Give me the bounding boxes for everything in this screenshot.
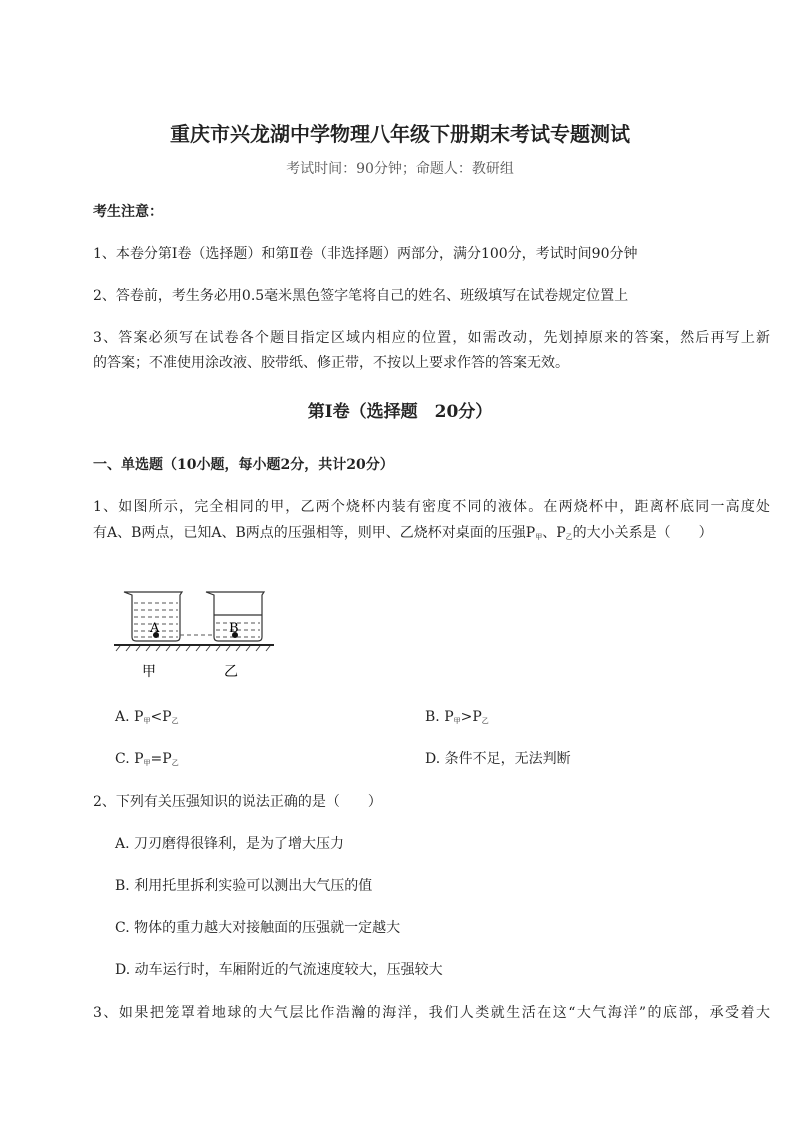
opt-text: C. P <box>115 751 144 767</box>
sub-yi: 乙 <box>171 717 179 725</box>
opt-text: B. P <box>425 709 454 725</box>
label-b: B <box>229 621 239 636</box>
exam-title: 重庆市兴龙湖中学物理八年级下册期末考试专题测试 <box>170 122 630 146</box>
q2-option-d[interactable]: D. 动车运行时，车厢附近的气流速度较大，压强较大 <box>115 962 443 978</box>
notice-2: 2、答卷前，考生务必用0.5毫米黑色签字笔将自己的姓名、班级填写在试卷规定位置上 <box>93 288 629 304</box>
label-jia: 甲 <box>142 664 156 680</box>
q1-text: 、P <box>542 525 566 541</box>
notice-1: 1、本卷分第I卷（选择题）和第Ⅱ卷（非选择题）两部分，满分100分，考试时间90分钟 <box>93 246 638 262</box>
sub-jia: 甲 <box>143 717 151 725</box>
q1-option-c[interactable] <box>115 750 179 772</box>
q1-option-a[interactable] <box>115 708 179 730</box>
section-title: 第I卷（选择题 20分） <box>307 402 493 422</box>
beakers-figure <box>112 585 282 685</box>
sub-yi: 乙 <box>565 533 573 541</box>
sub-jia: 甲 <box>535 533 543 541</box>
opt-text: >P <box>460 709 482 725</box>
q2-stem: 2、下列有关压强知识的说法正确的是（ ） <box>93 794 382 810</box>
q1-text: 有A、B两点，已知A、B两点的压强相等，则甲、乙烧杯对桌面的压强P <box>93 525 536 541</box>
notice-3: 3、答案必须写在试卷各个题目指定区域内相应的位置，如需改动，先划掉原来的答案，然后再写上新 <box>93 330 770 346</box>
sub-jia: 甲 <box>453 717 461 725</box>
opt-text: =P <box>150 751 172 767</box>
q1-stem-line2 <box>93 524 770 546</box>
opt-text: A. P <box>115 709 144 725</box>
q1-option-d[interactable]: D. 条件不足，无法判断 <box>425 751 571 767</box>
sub-jia: 甲 <box>143 759 151 767</box>
q1-text: 的大小关系是（ ） <box>572 525 713 541</box>
q2-option-c[interactable]: C. 物体的重力越大对接触面的压强就一定越大 <box>115 920 401 936</box>
part-heading: 一、单选题（10小题，每小题2分，共计20分） <box>93 457 394 473</box>
label-a: A <box>150 621 160 636</box>
q1-stem-line1: 1、如图所示，完全相同的甲，乙两个烧杯内装有密度不同的液体。在两烧杯中，距离杯底同一高度处 <box>93 499 770 515</box>
q2-option-b[interactable]: B. 利用托里拆利实验可以测出大气压的值 <box>115 878 373 894</box>
opt-text: <P <box>150 709 172 725</box>
sub-yi: 乙 <box>481 717 489 725</box>
notice-3-cont: 的答案；不准使用涂改液、胶带纸、修正带，不按以上要求作答的答案无效。 <box>93 355 569 371</box>
q1-option-b[interactable] <box>425 708 489 730</box>
q2-option-a[interactable]: A. 刀刃磨得很锋利，是为了增大压力 <box>115 836 345 852</box>
exam-subtitle: 考试时间：90分钟；命题人：教研组 <box>286 161 514 177</box>
sub-yi: 乙 <box>171 759 179 767</box>
label-yi: 乙 <box>224 664 238 680</box>
q3-stem: 3、如果把笼罩着地球的大气层比作浩瀚的海洋，我们人类就生活在这“大气海洋”的底部，承受着大 <box>93 1005 770 1021</box>
notice-heading: 考生注意： <box>93 204 163 220</box>
